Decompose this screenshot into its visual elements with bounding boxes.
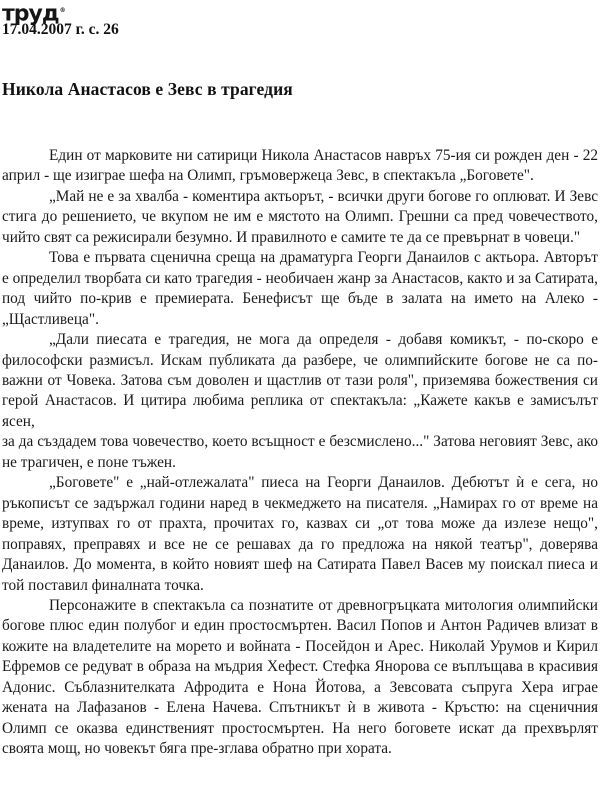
article-paragraph-3: Това е първата сценична среща на драматурга Георги Данаилов с актьора. Авторът е определил творбата си като трагедия - необичаен жанр за Анастасов, както и за Сатирата, под чийто по-крив е премиерата. Бенефисът ще бъде в залата на името на Алеко - „Щастливеца". bbox=[2, 249, 598, 328]
article-title: Никола Анастасов е Зевс в трагедия bbox=[2, 79, 293, 99]
logo-text: труд bbox=[2, 1, 59, 27]
publication-dateline: 17.04.2007 г. с. 26 bbox=[2, 21, 119, 38]
registered-mark-icon: ® bbox=[59, 7, 65, 14]
article-body bbox=[2, 146, 598, 760]
article-paragraph-6: Персонажите в спектакъла са познатите от древногръцката митология олимпийски богове плюс един полубог и един простосмъртен. Васил Попов и Антон Радичев влизат в кожите на владетелите на морето и войната - Посейдон и Арес. Николай Урумов и Кирил Ефремов се редуват в образа на мъдрия Хефест. Стефка Янорова се въплъщава в красивия Адонис. Съблазнителката Афродита е Нона Йотова, а Зевсовата съпруга Хера играе жената на Лафазанов - Елена Начева. Спътникът ѝ в живота - Кръстю: на сценичния Олимп се оказва единственият простосмъртен. На него боговете искат да прехвърлят своята мощ, но човекът бяга пре-зглава обратно при хората. bbox=[2, 596, 598, 758]
article-paragraph-1: Един от марковите ни сатирици Никола Анастасов навръх 75-ия си рожден ден - 22 април - ще изиграе шефа на Олимп, гръмовержеца Зевс, в спектакъла „Боговете". bbox=[2, 147, 598, 185]
article-paragraph-5: „Боговете" е „най-отлежалата" пиеса на Георги Данаилов. Дебютът ѝ е сега, но ръкописът се задържал години наред в чекмеджето на писателя. „Намирах го от време на време, изтупвах го от прахта, прочитах го, казвах си „от това може да излезе нещо", поправях, преправях и все не се решавах да го предложа на някой театър", доверява Данаилов. До момента, в който новият шеф на Сатирата Павел Васев му поискал пиеса и той поставил финалната точка. bbox=[2, 474, 598, 594]
article-paragraph-4-continued: за да създадем това човечество, което всъщност е безсмислено..." Затова неговият Зевс, ако не трагичен, е поне тъжен. bbox=[2, 433, 598, 471]
article-paragraph-2: „Май не е за хвалба - коментира актьорът, - всички други богове го оплюват. И Зевс стига до решението, че вкупом не им е мястото на Олимп. Грешни са пред човечеството, чийто свят са режисирали безумно. И правилното е самите те да се превърнат в човеци." bbox=[2, 187, 598, 246]
article-paragraph-4: „Дали пиесата е трагедия, не мога да определя - добавя комикът, - по-скоро е философски размисъл. Искам публиката да разбере, че олимпийските богове не са по-важни от Човека. Затова съм доволен и щастлив от тази роля", приземява божествения си герой Анастасов. И цитира любима реплика от спектакъла: „Кажете какъв е замисълът ясен, bbox=[2, 331, 598, 430]
